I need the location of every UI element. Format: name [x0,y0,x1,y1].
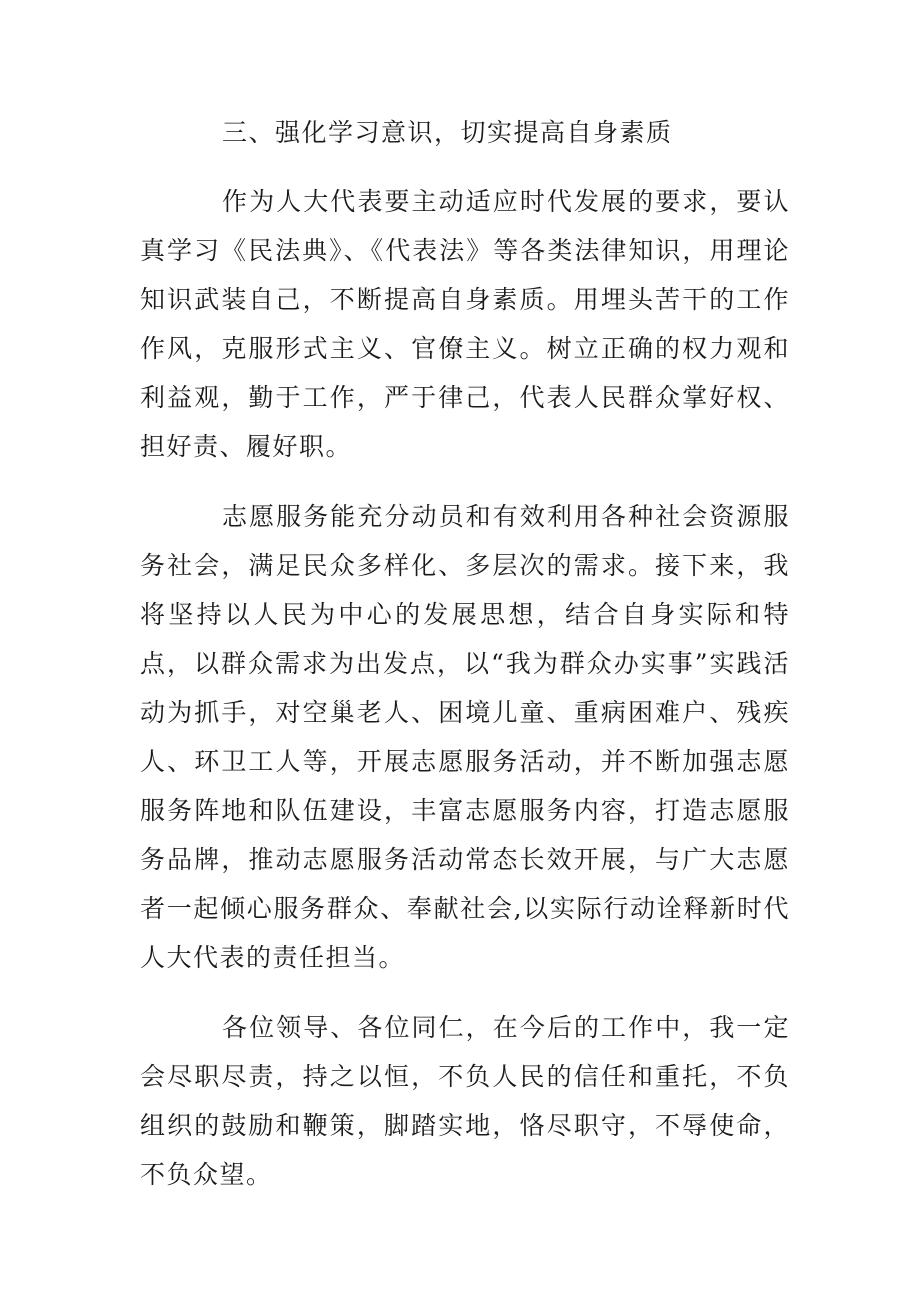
paragraph-study-law: 作为人大代表要主动适应时代发展的要求，要认真学习《民法典》、《代表法》等各类法律知识，用理论知识武装自己，不断提高自身素质。用埋头苦干的工作作风，克服形式主义、官僚主义。树立正确的权力观和利益观，勤于工作，严于律己，代表人民群众掌好权、担好责、履好职。 [140,187,790,461]
document-body [140,108,790,1199]
section-heading: 三、强化学习意识，切实提高自身素质 [222,118,673,147]
paragraph-volunteer-service: 志愿服务能充分动员和有效利用各种社会资源服务社会，满足民众多样化、多层次的需求。接下来，我将坚持以人民为中心的发展思想，结合自身实际和特点，以群众需求为出发点，以“我为群众办实事”实践活动为抓手，对空巢老人、困境儿童、重病困难户、残疾人、环卫工人等，开展志愿服务活动，并不断加强志愿服务阵地和队伍建设，丰富志愿服务内容，打造志愿服务品牌，推动志愿服务活动常态长效开展，与广大志愿者一起倾心服务群众、奉献社会,以实际行动诠释新时代人大代表的责任担当。 [140,502,790,972]
paragraph-closing-pledge: 各位领导、各位同仁，在今后的工作中，我一定会尽职尽责，持之以恒，不负人民的信任和重托，不负组织的鼓励和鞭策，脚踏实地，恪尽职守，不辱使命，不负众望。 [140,1013,790,1189]
